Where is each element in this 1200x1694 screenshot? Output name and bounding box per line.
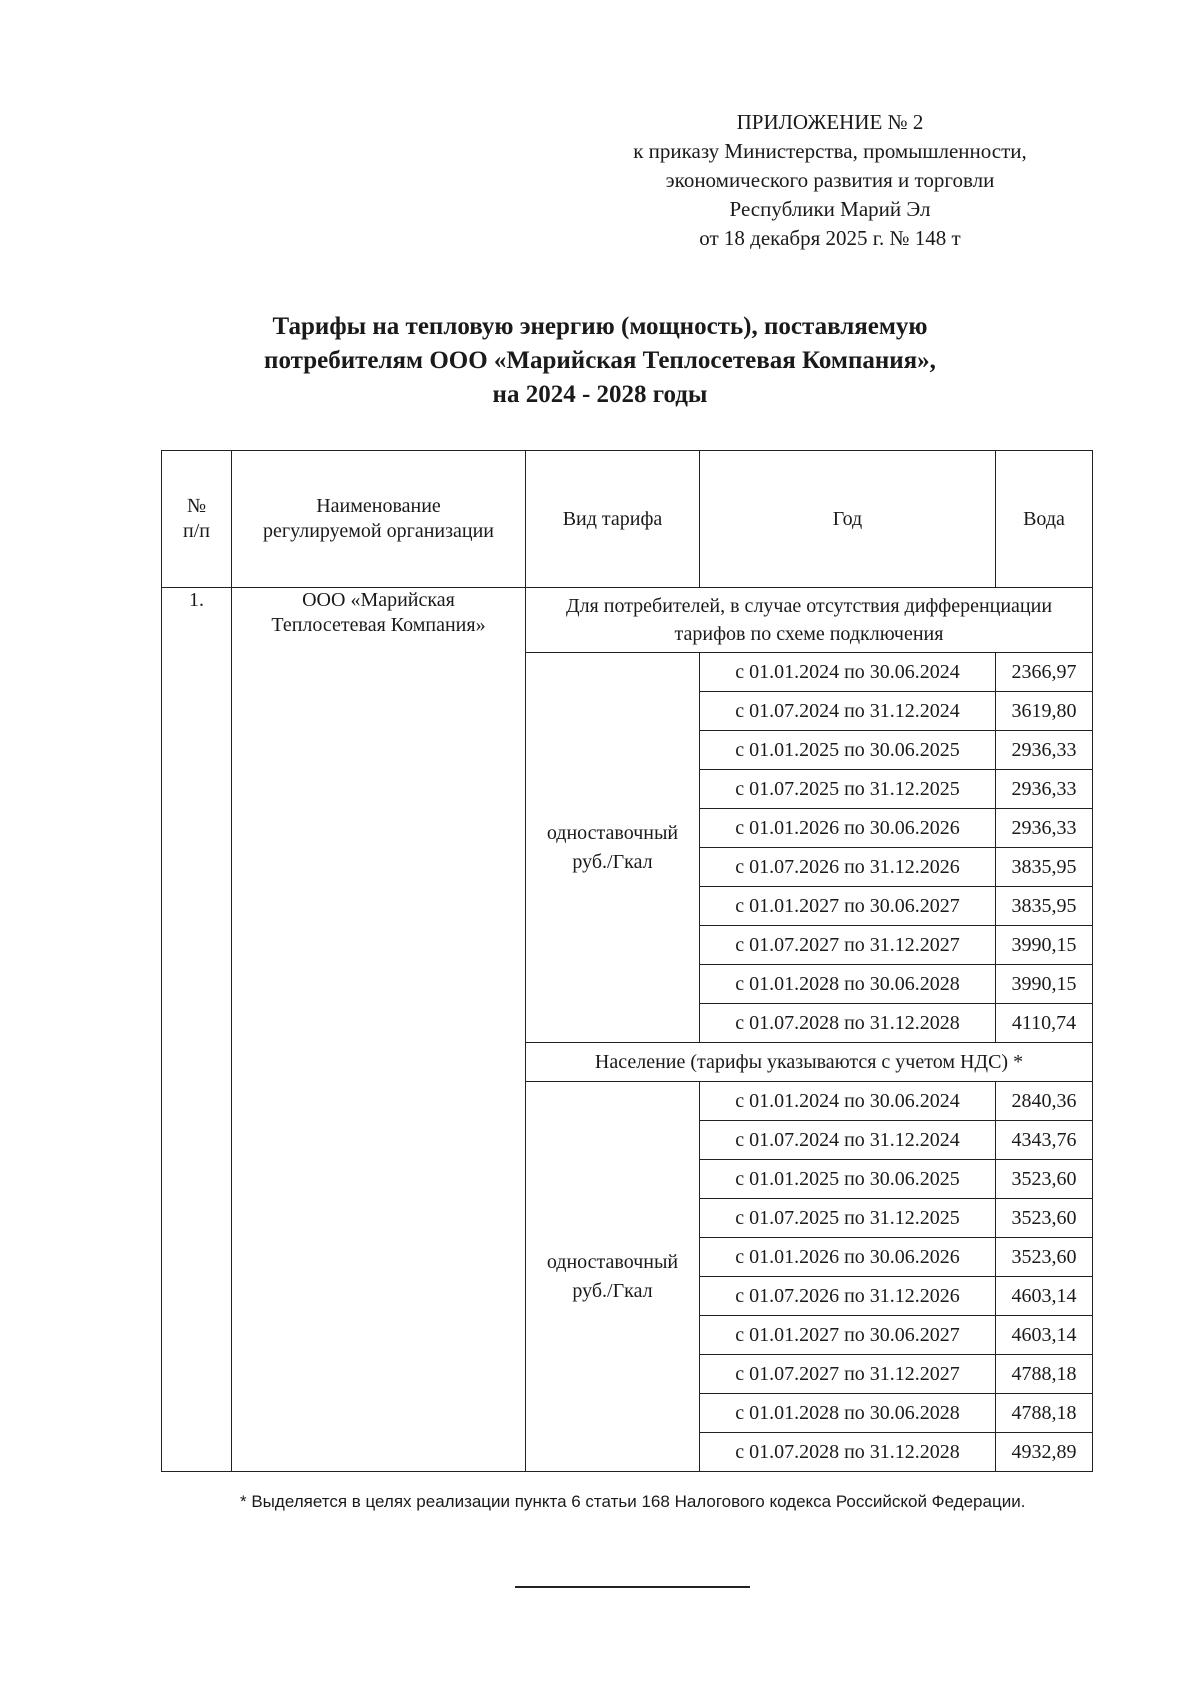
tariff-period: с 01.01.2026 по 30.06.2026 xyxy=(700,809,996,848)
tariff-period: с 01.07.2026 по 31.12.2026 xyxy=(700,848,996,887)
category-line: Для потребителей, в случае отсутствия дифференциации xyxy=(565,595,1053,617)
header-water: Вода xyxy=(996,451,1093,588)
tariff-period: с 01.01.2028 по 30.06.2028 xyxy=(700,1394,996,1433)
consumer-category xyxy=(526,1043,1093,1082)
title-line: Тарифы на тепловую энергию (мощность), поставляемую xyxy=(272,313,928,340)
tariff-value: 3835,95 xyxy=(996,887,1093,926)
organization-line: ООО «Марийская xyxy=(302,589,455,611)
header-num-line: № xyxy=(186,495,207,517)
page-title xyxy=(150,310,1050,412)
tariff-period: с 01.07.2028 по 31.12.2028 xyxy=(700,1004,996,1043)
tariff-value: 2366,97 xyxy=(996,653,1093,692)
tariff-value: 3619,80 xyxy=(996,692,1093,731)
tariff-value: 4788,18 xyxy=(996,1394,1093,1433)
tariff-value: 2840,36 xyxy=(996,1082,1093,1121)
tariff-value: 4343,76 xyxy=(996,1121,1093,1160)
tariff-value: 4110,74 xyxy=(996,1004,1093,1043)
title-line: потребителям ООО «Марийская Теплосетевая Компания», xyxy=(264,347,936,374)
tariff-table xyxy=(161,450,1093,1472)
tariff-value: 4603,14 xyxy=(996,1277,1093,1316)
tariff-unit: руб./Гкал xyxy=(572,1279,653,1302)
tariff-period: с 01.07.2024 по 31.12.2024 xyxy=(700,1121,996,1160)
appendix-line: экономического развития и торговли xyxy=(665,168,995,192)
appendix-line: Республики Марий Эл xyxy=(729,197,931,221)
tariff-period: с 01.01.2025 по 30.06.2025 xyxy=(700,1160,996,1199)
tariff-period: с 01.01.2024 по 30.06.2024 xyxy=(700,653,996,692)
tariff-value: 3523,60 xyxy=(996,1160,1093,1199)
tariff-period: с 01.01.2024 по 30.06.2024 xyxy=(700,1082,996,1121)
tariff-type-line: одноставочный xyxy=(546,1250,679,1273)
tariff-unit: руб./Гкал xyxy=(572,850,653,873)
tariff-value: 3523,60 xyxy=(996,1199,1093,1238)
row-number: 1. xyxy=(162,588,232,1472)
organization-name xyxy=(232,588,526,1472)
tariff-period: с 01.07.2025 по 31.12.2025 xyxy=(700,770,996,809)
organization-line: Теплосетевая Компания» xyxy=(271,614,486,636)
tariff-type-line: одноставочный xyxy=(546,821,679,844)
appendix-line: к приказу Министерства, промышленности, xyxy=(633,139,1027,163)
header-org-line: Наименование xyxy=(316,495,441,517)
tariff-value: 3835,95 xyxy=(996,848,1093,887)
tariff-value: 4932,89 xyxy=(996,1433,1093,1472)
tariff-value: 2936,33 xyxy=(996,809,1093,848)
table-header-row xyxy=(162,451,1093,588)
tariff-period: с 01.07.2024 по 31.12.2024 xyxy=(700,692,996,731)
tariff-period: с 01.01.2027 по 30.06.2027 xyxy=(700,887,996,926)
tariff-period: с 01.07.2027 по 31.12.2027 xyxy=(700,1355,996,1394)
tariff-period: с 01.01.2027 по 30.06.2027 xyxy=(700,1316,996,1355)
category-line: Население (тарифы указываются с учетом НДС) * xyxy=(594,1051,1024,1073)
tariff-period: с 01.01.2025 по 30.06.2025 xyxy=(700,731,996,770)
header-org-line: регулируемой организации xyxy=(263,520,494,542)
header-organization xyxy=(232,451,526,588)
footnote: * Выделяется в целях реализации пункта 6 статьи 168 Налогового кодекса Российской Федерации. xyxy=(240,1492,1026,1511)
tariff-period: с 01.07.2028 по 31.12.2028 xyxy=(700,1433,996,1472)
tariff-period: с 01.01.2026 по 30.06.2026 xyxy=(700,1238,996,1277)
consumer-category xyxy=(526,588,1093,653)
tariff-period: с 01.01.2028 по 30.06.2028 xyxy=(700,965,996,1004)
tariff-value: 4603,14 xyxy=(996,1316,1093,1355)
tariff-value: 2936,33 xyxy=(996,731,1093,770)
appendix-block xyxy=(560,108,1100,253)
end-divider xyxy=(515,1586,750,1588)
tariff-period: с 01.07.2025 по 31.12.2025 xyxy=(700,1199,996,1238)
tariff-value: 3990,15 xyxy=(996,965,1093,1004)
header-num xyxy=(162,451,232,588)
appendix-order-date: от 18 декабря 2025 г. № 148 т xyxy=(699,226,961,250)
tariff-value: 2936,33 xyxy=(996,770,1093,809)
header-num-line: п/п xyxy=(183,520,210,542)
appendix-heading: ПРИЛОЖЕНИЕ № 2 xyxy=(736,110,924,134)
tariff-type xyxy=(526,1082,700,1472)
tariff-value: 3990,15 xyxy=(996,926,1093,965)
title-line: на 2024 - 2028 годы xyxy=(492,381,708,408)
tariff-period: с 01.07.2027 по 31.12.2027 xyxy=(700,926,996,965)
category-row xyxy=(162,588,1093,653)
header-year: Год xyxy=(700,451,996,588)
header-tariff-type: Вид тарифа xyxy=(526,451,700,588)
category-line: тарифов по схеме подключения xyxy=(674,623,944,645)
tariff-value: 4788,18 xyxy=(996,1355,1093,1394)
tariff-value: 3523,60 xyxy=(996,1238,1093,1277)
tariff-type xyxy=(526,653,700,1043)
tariff-period: с 01.07.2026 по 31.12.2026 xyxy=(700,1277,996,1316)
